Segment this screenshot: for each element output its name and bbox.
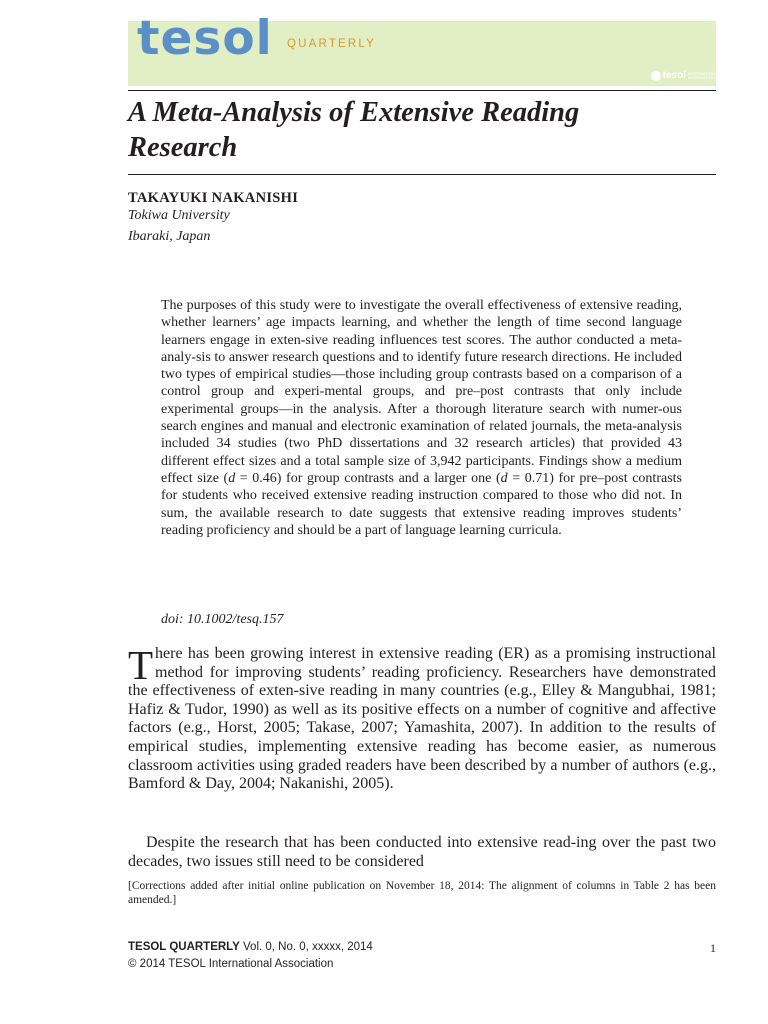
author-location: Ibaraki, Japan (128, 229, 211, 244)
journal-logo-subtitle: QUARTERLY (287, 38, 377, 50)
drop-cap: T (128, 642, 154, 688)
abstract (161, 297, 682, 539)
author-name: TAKAYUKI NAKANISHI (128, 190, 299, 206)
publisher-logo-text: tesol (662, 70, 686, 81)
correction-note: [Corrections added after initial online publication on November 18, 2014: The alignment of columns in Table 2 has been amended.] (128, 880, 716, 906)
body-paragraph-1-text: here has been growing interest in extensive reading (ER) as a promising instructional method for improving students’ reading proficiency. Researchers have demonstrated the effectiveness of exten-sive reading in many countries (e.g., Elley & Mangubhai, 1981; Hafiz & Tudor, 1990) as well as its positive effects on a number of cognitive and affective factors (e.g., Horst, 2005; Takase, 2007; Yamashita, 2007). In addition to the results of empirical studies, implementing extensive reading has become easier, as numerous classroom activities using graded readers have been described by a number of authors (e.g., Bamford & Day, 2004; Nakanishi, 2005). (128, 645, 716, 793)
footer-journal-line (128, 941, 716, 953)
publisher-logo (651, 70, 720, 81)
effect-size-symbol: d (228, 470, 236, 486)
title-rule (128, 174, 716, 175)
header-rule (128, 90, 716, 91)
page-number: 1 (710, 941, 716, 955)
title-line-1: A Meta-Analysis of Extensive Reading (128, 97, 580, 128)
abstract-part-2: = 0.46) for group contrasts and a larger one ( (235, 470, 501, 486)
footer-copyright: © 2014 TESOL International Association (128, 958, 334, 970)
globe-icon (651, 71, 661, 81)
body-paragraph-2: Despite the research that has been conducted into extensive read-ing over the past two decades, two issues still need to be considered (128, 834, 716, 870)
doi-link[interactable]: doi: 10.1002/tesq.157 (161, 612, 284, 627)
title-line-2: Research (128, 132, 238, 163)
journal-banner (128, 11, 720, 86)
author-affiliation: Tokiwa University (128, 208, 230, 223)
footer-issue: Vol. 0, No. 0, xxxxx, 2014 (239, 941, 373, 953)
abstract-part-1: The purposes of this study were to investigate the overall effectiveness of extensive reading, whether learners’ age impacts learning, and whether the length of time second language learners engage in exten-sive reading influences test scores. The author conducted a meta-analy-sis to answer research questions and to identify future research directions. He included two types of empirical studies—those including group contrasts based on a comparison of a control group and experi-mental groups, and pre–post contrasts that only include experimental groups—in the analysis. After a thorough literature search with numer-ous search engines and manual and electronic examination of related journals, the meta-analysis included 34 studies (two PhD dissertations and 32 research articles) that provided 43 different effect sizes and a total sample size of 3,942 participants. Findings show a medium effect size ( (161, 298, 682, 486)
effect-size-symbol: d (500, 470, 508, 486)
journal-logo: tesol (137, 11, 273, 66)
publisher-logo-small-text: INTERNATIONAL ASSOCIATION (688, 70, 720, 80)
abstract-part-3: = 0.71) for pre–post contrasts for students who received extensive reading instruction compared to those who did not. In sum, the available research to date suggests that extensive reading improves students’ reading proficiency and should be a part of language learning curricula. (161, 470, 682, 538)
footer-journal-name: TESOL QUARTERLY (128, 941, 240, 953)
body-paragraph-1 (128, 642, 716, 794)
article-title (128, 95, 716, 165)
